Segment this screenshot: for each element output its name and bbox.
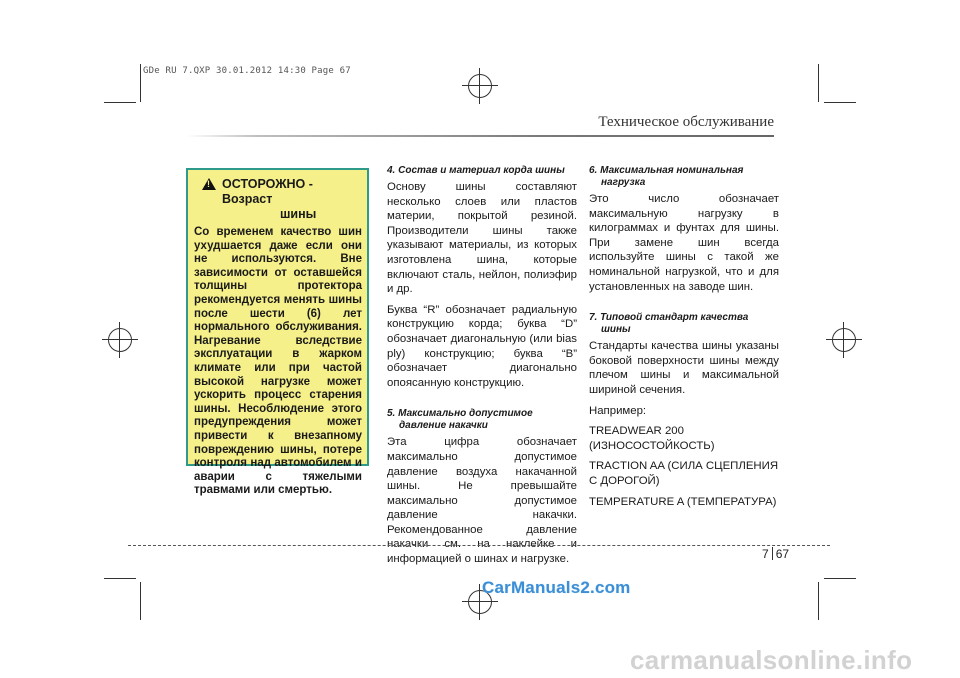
warning-header	[194, 177, 362, 222]
right-column	[589, 165, 779, 515]
crop-mark	[824, 578, 856, 579]
crop-mark	[818, 64, 819, 102]
registration-mark-right	[826, 322, 862, 358]
heading-quality-grade: 7. Типовой стандарт качества шины	[589, 312, 749, 336]
crop-mark	[104, 578, 136, 579]
crop-mark	[824, 102, 856, 103]
crop-mark	[140, 64, 141, 102]
warning-title-line2: шины	[280, 207, 317, 221]
warning-title-line1: ОСТОРОЖНО - Возраст	[222, 177, 313, 206]
paragraph-quality-grade: Стандарты качества шины указаны боковой поверхности шины между плечом шины и максимальной шириной сечения.	[589, 340, 779, 396]
footer-rule	[128, 545, 830, 546]
crop-mark	[818, 582, 819, 620]
heading-max-load: 6. Максимальная номинальная нагрузка	[589, 165, 744, 188]
chapter-number: 7	[762, 547, 769, 561]
crop-mark	[104, 102, 136, 103]
example-traction: TRACTION AA (СИЛА СЦЕПЛЕНИЯ С ДОРОГОЙ)	[589, 460, 779, 487]
watermark-carmanualsonline[interactable]: carmanualsonline.info	[630, 645, 913, 675]
paragraph-max-pressure: Эта цифра обозначает максимально допустимое давление воздуха накачанной шины. Не превышайте максимально допустимое давление накачки. Рекомендованное давление накачки см. на наклейке и информацией о шинах и нагрузке.	[387, 436, 577, 566]
page-number-value: 67	[775, 547, 790, 561]
print-slug: GDe RU 7.QXP 30.01.2012 14:30 Page 67	[143, 66, 351, 76]
crop-mark	[140, 582, 141, 620]
example-temperature: TEMPERATURE A (ТЕМПЕРАТУРА)	[589, 495, 777, 508]
registration-mark-left	[102, 322, 138, 358]
registration-mark-top	[462, 68, 498, 104]
warning-triangle-icon: !	[202, 178, 216, 190]
example-treadwear: TREADWEAR 200 (ИЗНОСОСТОЙКОСТЬ)	[589, 425, 715, 452]
example-label: Например:	[589, 404, 647, 417]
header-rule	[186, 135, 774, 137]
paragraph-max-load: Это число обозначает максимальную нагрузку в килограммах и фунтах для шины. При замене шин всегда используйте шины с такой же номинальной нагрузкой, что и для установленных на заводе шин.	[589, 193, 779, 293]
watermark-carmanuals2[interactable]: CarManuals2.com	[482, 578, 631, 597]
page-number	[762, 547, 789, 561]
heading-max-pressure: 5. Максимально допустимое давление накачки	[387, 408, 533, 432]
heading-cord-material: 4. Состав и материал корда шины	[387, 165, 565, 176]
warning-title	[222, 177, 362, 222]
section-title: Техническое обслуживание	[598, 114, 774, 130]
warning-body: Со временем качество шин ухудшается даже если они не используются. Вне зависимости от оставшейся толщины протектора рекомендуется менять шины после шести (6) лет нормального обслуживания. Нагревание вследствие эксплуатации в жарком климате или при частой высокой нагрузке может ускорить процесс старения шины. Несоблюдение этого предупреждения может привести к внезапному повреждению шины, потере контроля над автомобилем и аварии с тяжелыми травмами или смертью.	[194, 226, 362, 497]
paragraph-cord-letters: Буква “R” обозначает радиальную конструкцию корда; буква “D” обозначает диагональную (или bias ply) конструкцию; буква “B” обозначает диагонально опоясанную конструкцию.	[387, 303, 577, 389]
middle-column	[387, 165, 577, 573]
paragraph-cord-plies: Основу шины составляют несколько слоев или пластов материи, покрытой резиной. Производители шины также указывают материалы, из которых изготовлена шина, которые включают сталь, нейлон, полиэфир и др.	[387, 181, 577, 296]
warning-box	[186, 168, 369, 497]
